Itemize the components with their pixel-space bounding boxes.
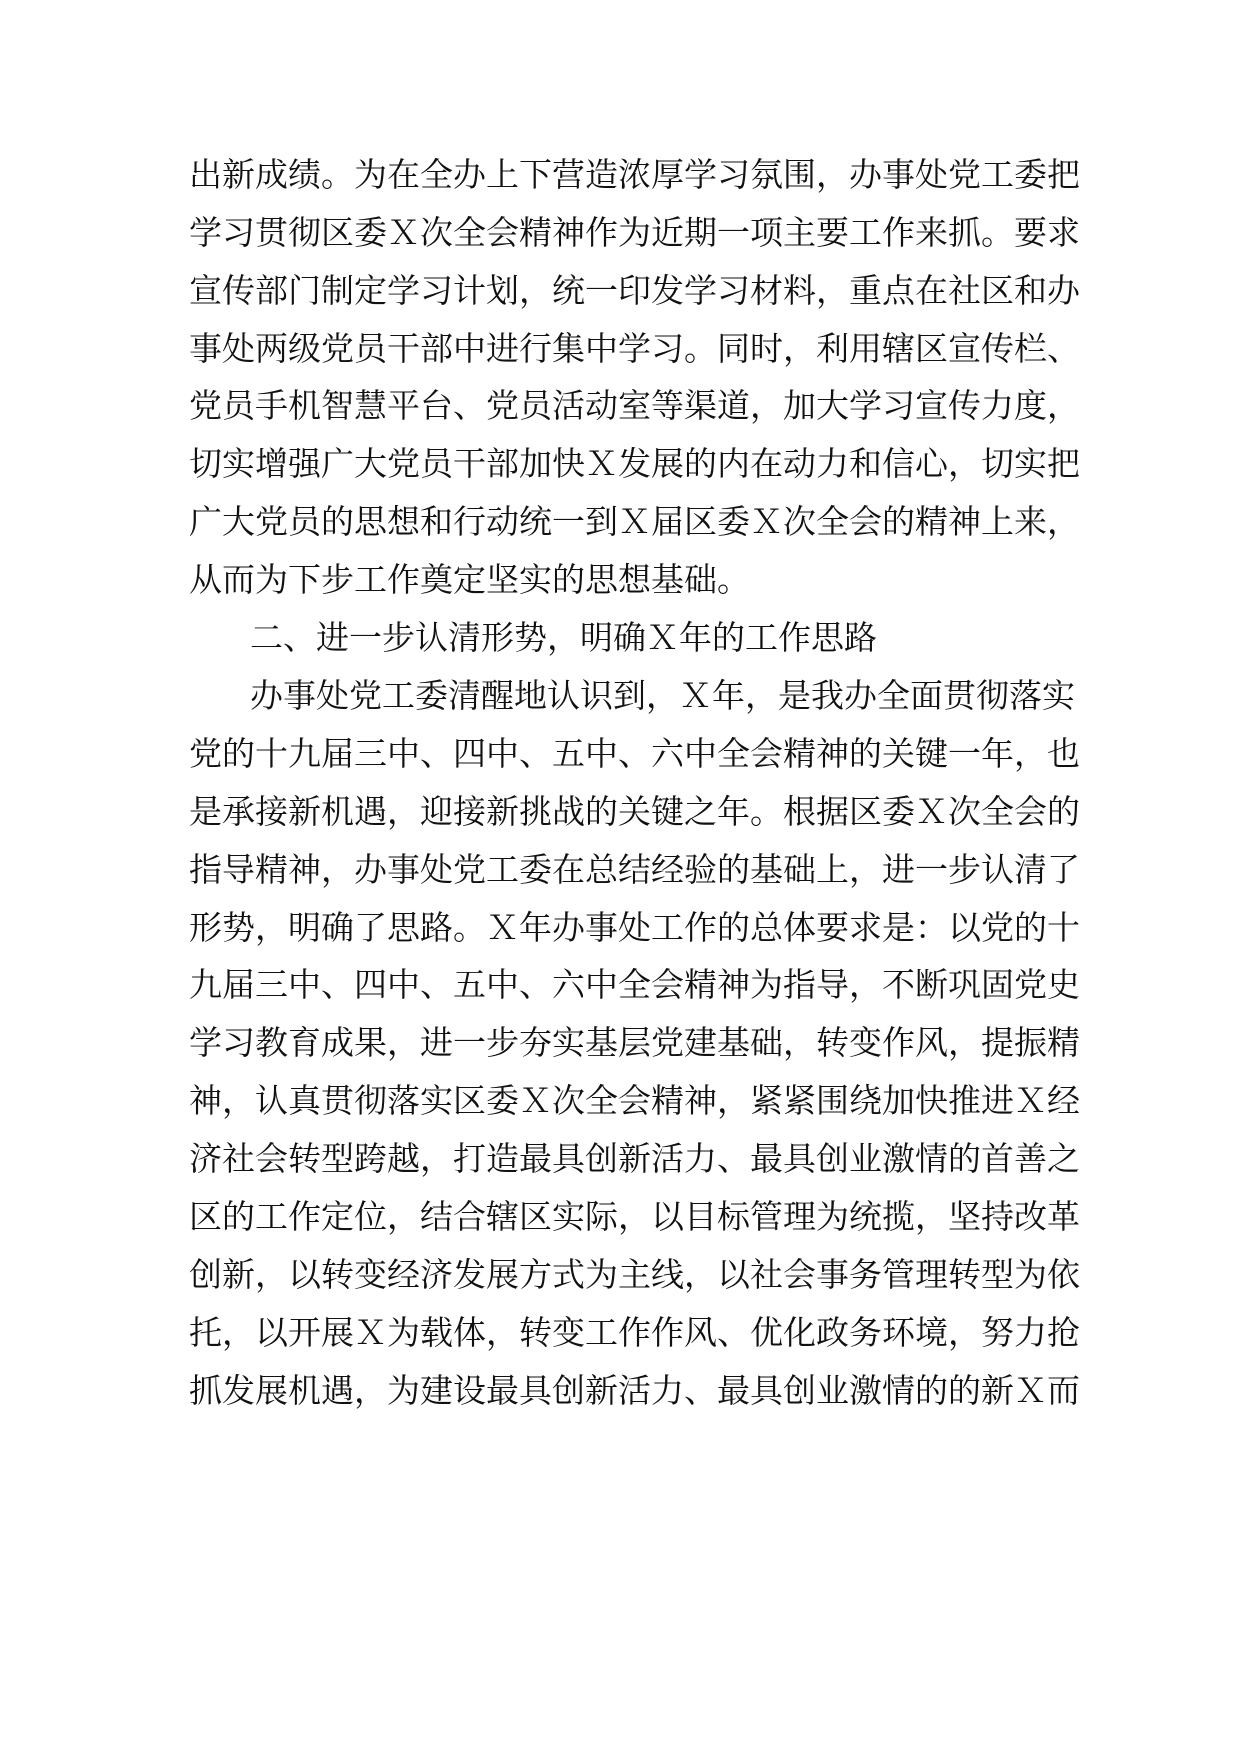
text-line: 区的工作定位，结合辖区实际，以目标管理为统揽，坚持改革 [189, 1197, 1080, 1236]
text-line: 广大党员的思想和行动统一到Ｘ届区委Ｘ次全会的精神上来， [189, 502, 1080, 541]
text-line: 创新，以转变经济发展方式为主线，以社会事务管理转型为依 [189, 1255, 1080, 1294]
text-line: 指导精神，办事处党工委在总结经验的基础上，进一步认清了 [189, 850, 1080, 889]
section-heading: 二、进一步认清形势，明确Ｘ年的工作思路 [250, 618, 877, 657]
text-line: 形势，明确了思路。Ｘ年办事处工作的总体要求是：以党的十 [189, 908, 1080, 947]
text-line: 宣传部门制定学习计划，统一印发学习材料，重点在社区和办 [189, 271, 1080, 310]
text-line: 是承接新机遇，迎接新挑战的关键之年。根据区委Ｘ次全会的 [189, 792, 1080, 831]
text-line: 党员手机智慧平台、党员活动室等渠道，加大学习宣传力度， [189, 386, 1080, 425]
text-line: 抓发展机遇，为建设最具创新活力、最具创业激情的的新Ｘ而 [189, 1371, 1080, 1410]
text-line: 学习教育成果，进一步夯实基层党建基础，转变作风，提振精 [189, 1023, 1080, 1062]
text-line: 事处两级党员干部中进行集中学习。同时，利用辖区宣传栏、 [189, 329, 1080, 368]
text-line: 济社会转型跨越，打造最具创新活力、最具创业激情的首善之 [189, 1139, 1080, 1178]
text-line: 托，以开展Ｘ为载体，转变工作作风、优化政务环境，努力抢 [189, 1313, 1080, 1352]
text-line: 学习贯彻区委Ｘ次全会精神作为近期一项主要工作来抓。要求 [189, 213, 1080, 252]
text-line: 办事处党工委清醒地认识到，Ｘ年，是我办全面贯彻落实 [250, 676, 1075, 715]
text-line: 神，认真贯彻落实区委Ｘ次全会精神，紧紧围绕加快推进Ｘ经 [189, 1081, 1080, 1120]
text-line: 出新成绩。为在全办上下营造浓厚学习氛围，办事处党工委把 [189, 155, 1080, 194]
text-line: 从而为下步工作奠定坚实的思想基础。 [189, 560, 750, 599]
text-line: 党的十九届三中、四中、五中、六中全会精神的关键一年，也 [189, 734, 1080, 773]
text-line: 切实增强广大党员干部加快Ｘ发展的内在动力和信心，切实把 [189, 444, 1080, 483]
text-line: 九届三中、四中、五中、六中全会精神为指导，不断巩固党史 [189, 965, 1080, 1004]
